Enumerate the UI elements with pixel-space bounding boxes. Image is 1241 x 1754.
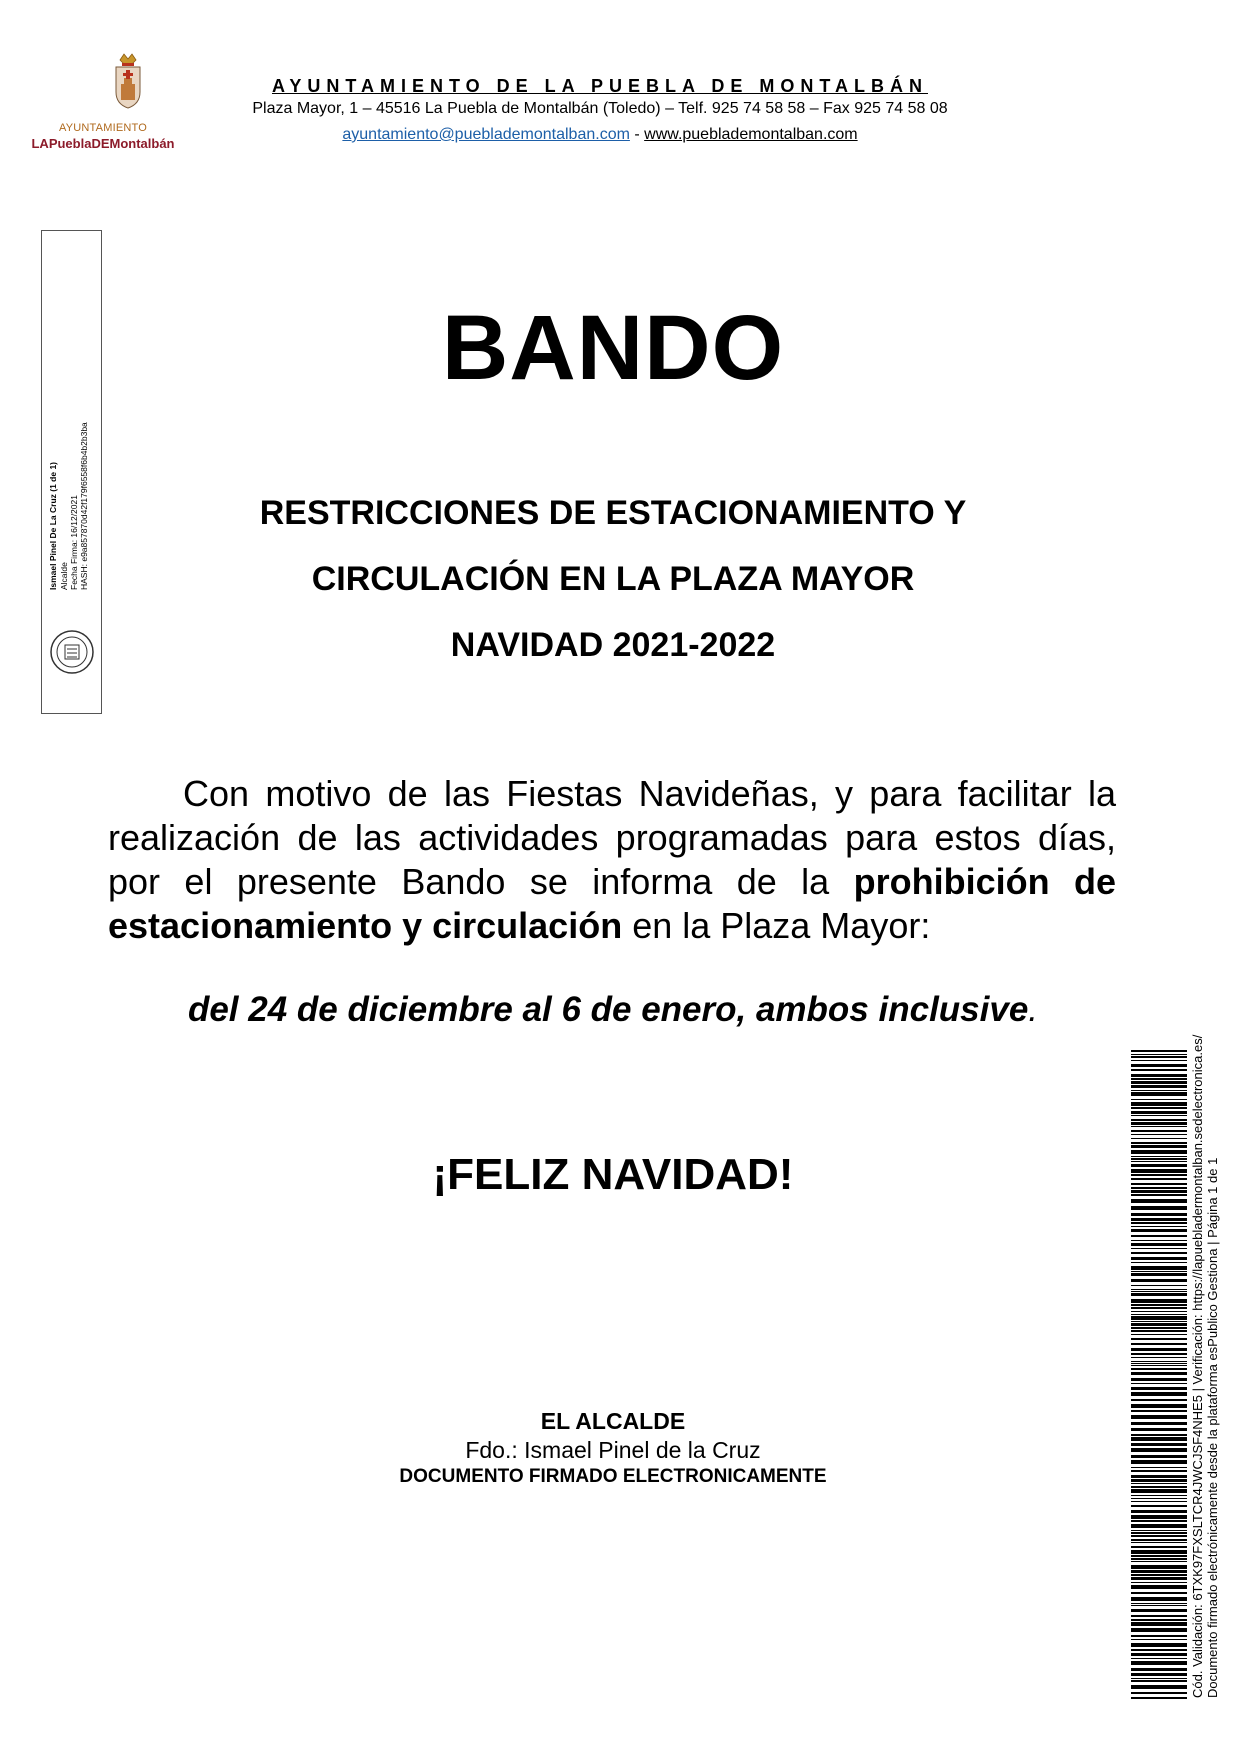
barcode-bar xyxy=(1131,1661,1187,1665)
barcode-bar xyxy=(1131,1304,1187,1306)
barcode-bar xyxy=(1131,1653,1187,1656)
barcode-bar xyxy=(1131,1443,1187,1446)
barcode-bar xyxy=(1131,1609,1187,1612)
barcode-bar xyxy=(1131,1334,1187,1335)
barcode-bar xyxy=(1131,1102,1187,1106)
barcode-bar xyxy=(1131,1539,1187,1541)
barcode-bar xyxy=(1131,1365,1187,1366)
validation-barcode xyxy=(1131,1050,1187,1700)
barcode-bar xyxy=(1131,1348,1187,1351)
barcode-bar xyxy=(1131,1510,1187,1513)
barcode-bar xyxy=(1131,1448,1187,1452)
barcode-bar xyxy=(1131,1628,1187,1632)
barcode-bar xyxy=(1131,1615,1187,1617)
barcode-bar xyxy=(1131,1343,1187,1345)
barcode-bar xyxy=(1131,1692,1187,1694)
barcode-bar xyxy=(1131,1134,1187,1135)
barcode-bar xyxy=(1131,1279,1187,1282)
validation-code-text: Cód. Validación: 6TXK97FXSLTCR4JWCJSF4NHE5 | Verificación: https://lapuebladermontalban.sedelectronica.es/ xyxy=(1190,1034,1205,1698)
barcode-bar xyxy=(1131,1570,1187,1573)
barcode-bar xyxy=(1131,1643,1187,1647)
barcode-bar xyxy=(1131,1680,1187,1682)
barcode-bar xyxy=(1131,1257,1187,1260)
barcode-bar xyxy=(1131,1489,1187,1493)
barcode-bar xyxy=(1131,1299,1187,1303)
announcement-body xyxy=(108,772,1116,948)
barcode-bar xyxy=(1131,1434,1187,1436)
barcode-bar xyxy=(1131,1273,1187,1276)
barcode-bar xyxy=(1131,1145,1187,1148)
barcode-bar xyxy=(1131,1467,1187,1468)
barcode-bar xyxy=(1131,1622,1187,1626)
barcode-bar xyxy=(1131,1060,1187,1061)
barcode-bar xyxy=(1131,1619,1187,1621)
barcode-bar xyxy=(1131,1285,1187,1286)
barcode-bar xyxy=(1131,1327,1187,1329)
barcode-bar xyxy=(1131,1213,1187,1216)
barcode-bar xyxy=(1131,1605,1187,1606)
barcode-bar xyxy=(1131,1099,1187,1100)
signature-date: Fecha Firma: 16/12/2021 xyxy=(69,495,79,590)
barcode-bar xyxy=(1131,1169,1187,1173)
contact-line xyxy=(200,126,1000,144)
barcode-bar xyxy=(1131,1078,1187,1080)
logo-caption-top: AYUNTAMIENTO xyxy=(59,122,147,134)
barcode-bar xyxy=(1131,1668,1187,1671)
electronic-signature-note: DOCUMENTO FIRMADO ELECTRONICAMENTE xyxy=(399,1466,827,1487)
barcode-bar xyxy=(1131,1383,1187,1384)
barcode-bar xyxy=(1131,1338,1187,1340)
barcode-bar xyxy=(1131,1649,1187,1651)
barcode-bar xyxy=(1131,1582,1187,1583)
body-text-emphasis: prohibición de estacionamiento y circulación xyxy=(108,861,1117,946)
barcode-bar xyxy=(1131,1150,1187,1154)
barcode-bar xyxy=(1131,1229,1187,1232)
barcode-bar xyxy=(1131,1164,1187,1167)
barcode-bar xyxy=(1131,1535,1187,1537)
barcode-bar xyxy=(1131,1178,1187,1180)
barcode-bar xyxy=(1131,1357,1187,1358)
barcode-bar xyxy=(1131,1248,1187,1249)
barcode-bar xyxy=(1131,1115,1187,1116)
barcode-bar xyxy=(1131,1330,1187,1332)
restriction-dates-text: del 24 de diciembre al 6 de enero, ambos inclusive xyxy=(187,990,1029,1029)
barcode-bar xyxy=(1131,1639,1187,1640)
barcode-bar xyxy=(1131,1085,1187,1088)
barcode-bar xyxy=(1131,1532,1187,1534)
barcode-bar xyxy=(1131,1486,1187,1488)
barcode-bar xyxy=(1131,1307,1187,1309)
barcode-bar xyxy=(1131,1410,1187,1412)
barcode-bar xyxy=(1131,1081,1187,1084)
barcode-bar xyxy=(1131,1592,1187,1594)
barcode-bar xyxy=(1131,1685,1187,1689)
barcode-bar xyxy=(1131,1368,1187,1370)
barcode-bar xyxy=(1131,1437,1187,1441)
barcode-bar xyxy=(1131,1363,1187,1364)
subtitle-line-3: NAVIDAD 2021-2022 xyxy=(450,626,776,664)
barcode-bar xyxy=(1131,1243,1187,1246)
barcode-bar xyxy=(1131,1546,1187,1548)
barcode-bar xyxy=(1131,1673,1187,1676)
barcode-bar xyxy=(1131,1585,1187,1589)
barcode-bar xyxy=(1131,1158,1187,1160)
organization-name: AYUNTAMIENTO DE LA PUEBLA DE MONTALBÁN xyxy=(271,76,928,96)
email-link[interactable]: ayuntamiento@pueblademontalban.com xyxy=(342,126,630,143)
holiday-greeting: ¡FELIZ NAVIDAD! xyxy=(432,1150,794,1199)
barcode-bar xyxy=(1131,1074,1187,1077)
barcode-bar xyxy=(1131,1387,1187,1390)
barcode-bar xyxy=(1131,1122,1187,1125)
barcode-bar xyxy=(1131,1174,1187,1176)
barcode-bar xyxy=(1131,1293,1187,1296)
barcode-bar xyxy=(1131,1479,1187,1482)
barcode-bar xyxy=(1131,1156,1187,1157)
barcode-bar xyxy=(1131,1404,1187,1408)
body-text-end: en la Plaza Mayor: xyxy=(622,905,931,946)
barcode-bar xyxy=(1131,1505,1187,1507)
barcode-bar xyxy=(1131,1597,1187,1601)
barcode-bar xyxy=(1131,1515,1187,1519)
subtitle-line-2: CIRCULACIÓN EN LA PLAZA MAYOR xyxy=(311,560,915,598)
barcode-bar xyxy=(1131,1092,1187,1096)
barcode-bar xyxy=(1131,1470,1187,1472)
barcode-bar xyxy=(1131,1138,1187,1139)
barcode-bar xyxy=(1131,1550,1187,1554)
barcode-bar xyxy=(1131,1574,1187,1576)
barcode-bar xyxy=(1131,1520,1187,1522)
barcode-bar xyxy=(1131,1524,1187,1528)
barcode-bar xyxy=(1131,1378,1187,1381)
barcode-bar xyxy=(1131,1126,1187,1127)
barcode-bar xyxy=(1131,1603,1187,1604)
barcode-bar xyxy=(1131,1056,1187,1058)
barcode-bar xyxy=(1131,1460,1187,1464)
barcode-bar xyxy=(1131,1194,1187,1196)
barcode-bar xyxy=(1131,1311,1187,1312)
document-title: BANDO xyxy=(441,297,785,399)
barcode-bar xyxy=(1131,1372,1187,1375)
barcode-bar xyxy=(1131,1577,1187,1580)
barcode-bar xyxy=(1131,1361,1187,1362)
platform-signature-text: Documento firmado electrónicamente desde la plataforma esPublico Gestiona | Página 1 de 1 xyxy=(1205,1157,1220,1698)
barcode-bar xyxy=(1131,1555,1187,1557)
barcode-bar xyxy=(1131,1483,1187,1484)
barcode-bar xyxy=(1131,1658,1187,1659)
barcode-bar xyxy=(1131,1422,1187,1425)
barcode-bar xyxy=(1131,1199,1187,1203)
barcode-bar xyxy=(1131,1050,1187,1052)
barcode-bar xyxy=(1131,1190,1187,1193)
barcode-bar xyxy=(1131,1107,1187,1109)
barcode-bar xyxy=(1131,1111,1187,1114)
barcode-bar xyxy=(1131,1054,1187,1055)
barcode-bar xyxy=(1131,1289,1187,1290)
barcode-bar xyxy=(1131,1415,1187,1419)
barcode-bar xyxy=(1131,1222,1187,1224)
barcode-bar xyxy=(1131,1161,1187,1162)
barcode-bar xyxy=(1131,1635,1187,1637)
signer-name: Fdo.: Ismael Pinel de la Cruz xyxy=(465,1437,761,1463)
barcode-bar xyxy=(1131,1226,1187,1227)
signature-hash: HASH: e9a857870d42f179f6558f6b4b2b3ba xyxy=(79,422,89,590)
barcode-bar xyxy=(1131,1561,1187,1562)
barcode-bar xyxy=(1131,1206,1187,1210)
barcode-bar xyxy=(1131,1262,1187,1263)
organization-address: Plaza Mayor, 1 – 45516 La Puebla de Montalbán (Toledo) – Telf. 925 74 58 58 – Fax 925 74 58 08 xyxy=(252,100,948,117)
barcode-bar xyxy=(1131,1565,1187,1569)
barcode-bar xyxy=(1131,1271,1187,1272)
barcode-bar xyxy=(1131,1064,1187,1067)
barcode-bar xyxy=(1131,1187,1187,1189)
signer-title: EL ALCALDE xyxy=(540,1408,686,1434)
barcode-bar xyxy=(1131,1495,1187,1496)
barcode-bar xyxy=(1131,1475,1187,1478)
barcode-bar xyxy=(1131,1392,1187,1396)
barcode-bar xyxy=(1131,1455,1187,1458)
barcode-bar xyxy=(1131,1501,1187,1502)
barcode-bar xyxy=(1131,1530,1187,1531)
contact-separator: - xyxy=(634,126,640,143)
barcode-bar xyxy=(1131,1697,1187,1699)
barcode-bar xyxy=(1131,1090,1187,1091)
restriction-dates xyxy=(0,990,1226,1030)
barcode-bar xyxy=(1131,1498,1187,1499)
barcode-bar xyxy=(1131,1252,1187,1254)
barcode-bar xyxy=(1131,1266,1187,1270)
website-link[interactable]: www.pueblademontalban.com xyxy=(644,126,858,143)
barcode-bar xyxy=(1131,1218,1187,1221)
barcode-bar xyxy=(1131,1321,1187,1322)
barcode-bar xyxy=(1131,1119,1187,1121)
barcode-bar xyxy=(1131,1142,1187,1144)
barcode-bar xyxy=(1131,1183,1187,1185)
restriction-dates-period: . xyxy=(1028,990,1039,1029)
barcode-bar xyxy=(1131,1399,1187,1401)
barcode-bar xyxy=(1131,1323,1187,1326)
barcode-bar xyxy=(1131,1069,1187,1071)
barcode-bar xyxy=(1131,1314,1187,1315)
barcode-bar xyxy=(1131,1428,1187,1431)
barcode-bar xyxy=(1131,1316,1187,1320)
barcode-bar xyxy=(1131,1240,1187,1241)
signature-signer: Ismael Pinel De La Cruz (1 de 1) xyxy=(48,461,58,590)
signature-role: Alcalde xyxy=(59,562,69,590)
logo-caption-bottom: LAPueblaDEMontalbán xyxy=(31,136,175,151)
barcode-bar xyxy=(1131,1558,1187,1560)
barcode-bar xyxy=(1131,1678,1187,1679)
body-text-start: Con motivo de las Fiestas Navideñas, y para facilitar la realización de las actividades programadas para estos días, por el presente Bando se informa de la xyxy=(108,773,1116,902)
barcode-bar xyxy=(1131,1353,1187,1355)
barcode-bar xyxy=(1131,1235,1187,1237)
barcode-bar xyxy=(1131,1291,1187,1292)
subtitle-line-1: RESTRICCIONES DE ESTACIONAMIENTO Y xyxy=(259,494,967,532)
barcode-bar xyxy=(1131,1130,1187,1132)
barcode-bar xyxy=(1131,1542,1187,1543)
